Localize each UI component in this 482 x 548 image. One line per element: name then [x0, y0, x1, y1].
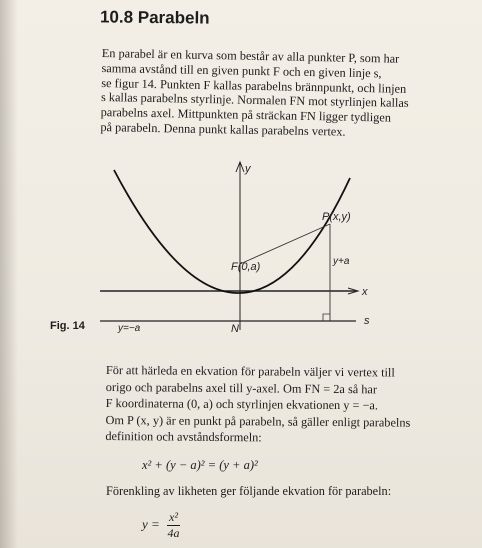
directrix-equation-label: y=−a [118, 323, 141, 334]
intro-line: på parabeln. Denna punkt kallas parabelns vertex. [100, 119, 346, 139]
parabola-curve [114, 170, 350, 293]
segment-fp [240, 224, 330, 264]
figure-caption: Fig. 14 [50, 320, 85, 332]
intro-line: En parabel är en kurva som består av alla punkter P, som har [101, 46, 400, 66]
intro-line: samma avstånd till en given punkt F och en given linje s, [101, 60, 382, 81]
right-angle-mark [323, 314, 330, 321]
fraction-numerator: x² [169, 510, 178, 524]
intro-paragraph [100, 46, 447, 141]
section-title: 10.8 Parabeln [99, 7, 210, 28]
intro-line: s kallas parabelns styrlinje. Normalen FN mot styrlinjen kallas [100, 90, 409, 111]
fraction-denominator: 4a [167, 526, 180, 540]
distance-equation: x² + (y − a)² = (y + a)² [142, 458, 258, 472]
axis-y-label: y [245, 163, 251, 175]
equation-fraction [167, 510, 180, 541]
distance-label: y+a [333, 256, 350, 267]
derivation-line: definition och avståndsformeln: [105, 428, 262, 445]
derivation-line: origo och parabelns axel till y-axel. Om FN = 2a så har [105, 379, 378, 396]
derivation-line: F koordinaterna (0, a) och styrlinjen ekvationen y = −a. [105, 395, 379, 413]
axis-x-label: x [362, 286, 368, 298]
derivation-line: För att härleda en ekvation för parabeln väljer vi vertex till [105, 362, 395, 380]
derivation-line: Om P (x, y) är en punkt på parabeln, så gäller enligt parabelns [105, 412, 411, 430]
point-f-label: F(0,a) [231, 261, 261, 273]
derivation-paragraph [105, 362, 451, 448]
point-n-label: N [231, 323, 239, 335]
point-p-label: P(x,y) [322, 211, 351, 223]
directrix-s-label: s [364, 315, 370, 327]
parabola-equation [142, 510, 180, 541]
intro-line: parabelns axel. Mittpunkten på sträckan FN ligger tydligen [100, 105, 392, 125]
simplification-paragraph: Förenkling av likheten ger följande ekvation för parabeln: [106, 484, 392, 498]
equation-lhs: y = [142, 516, 160, 532]
intro-line: se figur 14. Punkten F kallas parabelns brännpunkt, och linjen [101, 75, 407, 96]
